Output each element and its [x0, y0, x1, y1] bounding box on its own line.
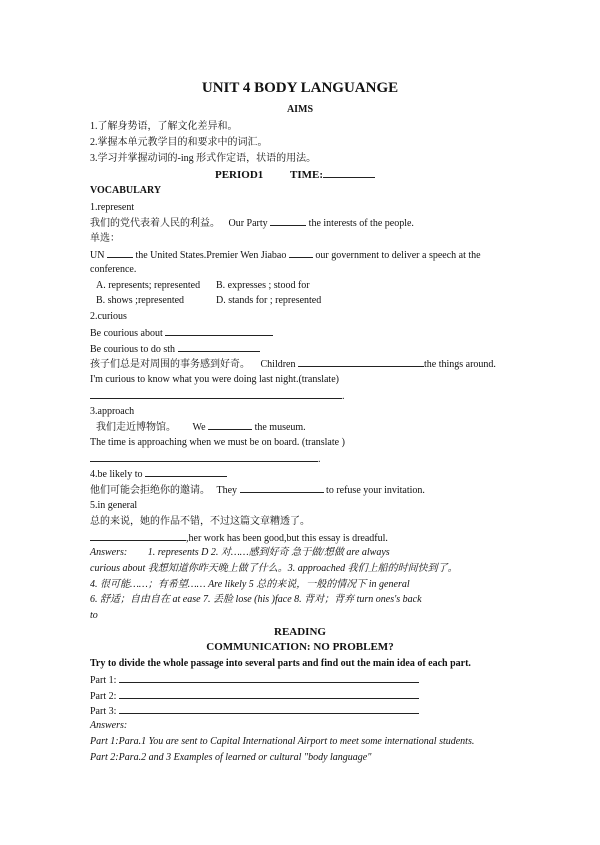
likely-example-cn: 他们可能会拒绝你的邀请。 — [90, 485, 210, 496]
likely-line — [90, 467, 227, 481]
approach-example — [96, 420, 306, 434]
reading-answers-label: Answers: — [90, 720, 128, 731]
time-blank[interactable] — [323, 168, 375, 178]
approach-answer-blank[interactable] — [90, 452, 318, 462]
option-b: B. expresses ; stood for — [216, 280, 310, 291]
part-2-row — [90, 689, 419, 703]
represent-word: 1.represent — [90, 202, 135, 213]
approach-answer-end: . — [318, 454, 321, 465]
curious-answer-line — [90, 389, 345, 403]
part-1-row — [90, 673, 419, 687]
part-1-blank[interactable] — [119, 673, 419, 683]
curious-translate: I'm curious to know what you were doing last night.(translate) — [90, 374, 339, 385]
curious-phrase-2 — [90, 342, 260, 356]
likely-example-blank[interactable] — [240, 483, 324, 493]
period-label: PERIOD1 — [215, 169, 264, 181]
answers-line-3: 4. 很可能……；有希望…… Are likely 5 总的来说，一般的情况下 in general — [90, 579, 410, 590]
part-2-label: Part 2: — [90, 691, 117, 702]
approach-word: 3.approach — [90, 406, 135, 417]
likely-example-they: They — [216, 485, 238, 496]
curious-phrase-1-blank[interactable] — [165, 326, 273, 336]
option-a: A. represents; represented — [96, 280, 201, 291]
answers-line-1 — [90, 546, 390, 559]
likely-example — [90, 483, 425, 497]
question-part-c: our government to deliver a speech at the — [315, 250, 481, 261]
curious-phrase-2-text: Be courious to do sth — [90, 344, 175, 355]
approach-translate: The time is approaching when we must be on board. (translate ) — [90, 437, 345, 448]
reading-subheading: COMMUNICATION: NO PROBLEM? — [206, 641, 394, 653]
likely-example-refuse: to refuse your invitation. — [326, 485, 425, 496]
reading-answer-1: Part 1:Para.1 You are sent to Capital International Airport to meet some international students. — [90, 736, 475, 747]
general-example-blank[interactable] — [90, 531, 186, 541]
represent-example-cn: 我们的党代表着人民的利益。 — [90, 218, 220, 229]
curious-answer-blank[interactable] — [90, 389, 342, 399]
aim-item-3: 3.学习并掌握动词的-ing 形式作定语，状语的用法。 — [90, 153, 317, 164]
answers-line-1-text: 1. represents D 2. 对……感到好奇 急于做/想做 are always — [147, 547, 390, 558]
approach-example-blank[interactable] — [208, 420, 252, 430]
time-label: TIME: — [290, 169, 324, 181]
part-3-blank[interactable] — [119, 704, 419, 714]
general-word: 5.in general — [90, 500, 138, 511]
general-example-cn: 总的来说，她的作品不错，不过这篇文章糟透了。 — [90, 516, 310, 527]
approach-example-we: We — [192, 422, 206, 433]
general-example-en: ,her work has been good,but this essay is dreadful. — [186, 533, 388, 544]
reading-instruction: Try to divide the whole passage into several parts and find out the main idea of each part. — [90, 658, 471, 669]
question-part-d: conference. — [90, 264, 137, 275]
likely-word-blank[interactable] — [145, 467, 227, 477]
represent-example-blank[interactable] — [270, 216, 306, 226]
aim-item-2: 2.掌握本单元教学目的和要求中的词汇。 — [90, 137, 268, 148]
reading-answer-2: Part 2:Para.2 and 3 Examples of learned or cultural "body language" — [90, 752, 372, 763]
option-d: D. stands for ; represented — [216, 295, 322, 306]
aims-heading: AIMS — [286, 104, 314, 115]
answers-line-5: to — [90, 610, 98, 621]
period-line — [215, 168, 375, 182]
part-1-label: Part 1: — [90, 675, 117, 686]
represent-question — [90, 248, 481, 262]
likely-word: 4.be likely to — [90, 469, 143, 480]
curious-phrase-2-blank[interactable] — [178, 342, 260, 352]
part-3-row — [90, 704, 419, 718]
answers-line-2: curious about 我想知道你昨天晚上做了什么。3. approached 我们上船的时间快到了。 — [90, 563, 458, 574]
approach-example-museum: the museum. — [254, 422, 306, 433]
represent-example-b: the interests of the people. — [308, 218, 414, 229]
answers-label: Answers: — [90, 547, 128, 558]
curious-example-b: the things around. — [424, 359, 496, 370]
question-blank-1[interactable] — [107, 248, 133, 258]
represent-example-a: Our Party — [228, 218, 268, 229]
question-part-a: UN — [90, 250, 105, 261]
curious-example — [90, 357, 496, 371]
curious-example-blank[interactable] — [298, 357, 424, 367]
curious-example-a: Children — [260, 359, 296, 370]
option-c: B. shows ;represented — [96, 295, 185, 306]
curious-word: 2.curious — [90, 311, 127, 322]
part-3-label: Part 3: — [90, 706, 117, 717]
approach-answer-line — [90, 452, 321, 466]
approach-example-cn: 我们走近博物馆。 — [96, 422, 176, 433]
represent-example — [90, 216, 414, 230]
curious-example-cn: 孩子们总是对周围的事务感到好奇。 — [90, 359, 250, 370]
question-part-b: the United States.Premier Wen Jiabao — [135, 250, 287, 261]
curious-answer-end: . — [342, 391, 345, 402]
choice-label: 单选： — [90, 233, 120, 244]
unit-title: UNIT 4 BODY LANGUANGE — [201, 80, 399, 96]
curious-phrase-1-text: Be courious about — [90, 328, 163, 339]
vocabulary-heading: VOCABULARY — [90, 185, 162, 196]
part-2-blank[interactable] — [119, 689, 419, 699]
curious-phrase-1 — [90, 326, 273, 340]
reading-heading: READING — [274, 626, 326, 638]
aim-item-1: 1.了解身势语，了解文化差异和。 — [90, 121, 238, 132]
general-example — [90, 531, 388, 545]
question-blank-2[interactable] — [289, 248, 313, 258]
answers-line-4: 6. 舒适；自由自在 at ease 7. 丢脸 lose (his )face 8. 背对；背弃 turn ones's back — [90, 594, 422, 605]
